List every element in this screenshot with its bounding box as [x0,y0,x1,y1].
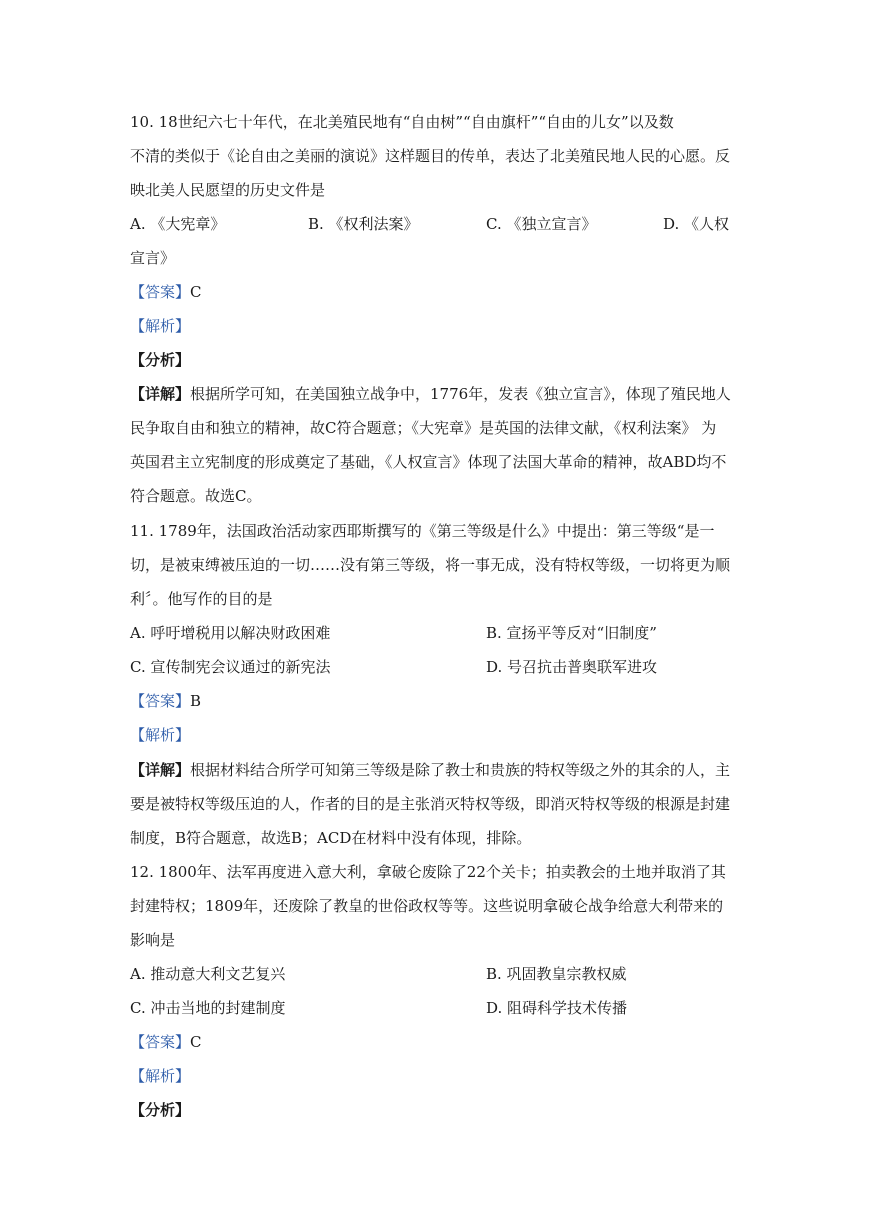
q11-detail-line-3: 制度，B符合题意，故选B；ACD在材料中没有体现，排除。 [130,829,532,847]
q11-option-d: D. 号召抗击普奥联军进攻 [486,658,658,676]
q10-answer [130,275,740,309]
q10-analysis-label: 【解析】 [130,317,191,335]
q10-stem-line-3: 映北美人民愿望的历史文件是 [130,181,326,199]
q11-stem-line-3: 利〞。他写作的目的是 [130,590,273,608]
q11-answer [130,684,740,718]
answer-label: 【答案】 [130,692,191,710]
q10-option-d: D. 《人权 [663,215,730,233]
q11-options-row-2 [130,650,740,684]
q11-detail-line-2: 要是被特权等级压迫的人，作者的目的是主张消灭特权等级，即消灭特权等级的根源是封建 [130,795,731,813]
answer-label: 【答案】 [130,283,191,301]
q12-stem-line-3: 影响是 [130,931,176,949]
q10-stem-line-1: 10. 18世纪六七十年代，在北美殖民地有“自由树”“自由旗杆”“自由的儿女”以及数 [130,113,674,131]
q11-stem-line-2: 切，是被束缚被压迫的一切……没有第三等级，将一事无成，没有特权等级，一切将更为顺 [130,556,731,574]
q10-options-row [130,207,740,241]
q12-stem-line-1: 12. 1800年、法军再度进入意大利，拿破仑废除了22个关卡；拍卖教会的土地并取消了其 [130,863,726,881]
answer-value: B [190,692,202,710]
q10-detail-line-1 [130,377,740,411]
q12-options-row-1 [130,957,740,991]
q10-fenxi-label: 【分析】 [130,351,191,369]
answer-label: 【答案】 [130,1033,191,1051]
q10-option-d-continued: 宣言》 [130,249,176,267]
detail-text: 根据材料结合所学可知第三等级是除了教士和贵族的特权等级之外的其余的人，主 [190,761,731,779]
detail-text: 根据所学可知，在美国独立战争中，1776年，发表《独立宣言》，体现了殖民地人 [190,385,731,403]
q11-stem-line-1: 11. 1789年，法国政治活动家西耶斯撰写的《第三等级是什么》中提出：第三等级“是一 [130,522,715,540]
q10-option-a: A. 《大宪章》 [130,215,226,233]
q11-options-row-1 [130,616,740,650]
q10-detail-line-4: 符合题意。故选C。 [130,487,262,505]
q10-detail-line-2: 民争取自由和独立的精神，故C符合题意；《大宪章》是英国的法律文献，《权利法案》 为 [130,419,717,437]
q10-option-c: C. 《独立宣言》 [486,215,597,233]
q11-option-b: B. 宣扬平等反对“旧制度” [486,624,657,642]
q11-detail-line-1 [130,753,740,787]
q10-option-b: B. 《权利法案》 [308,215,419,233]
q12-fenxi-label: 【分析】 [130,1101,191,1119]
q12-stem-line-2: 封建特权；1809年，还废除了教皇的世俗政权等等。这些说明拿破仑战争给意大利带来的 [130,897,724,915]
detail-label: 【详解】 [130,385,191,403]
q12-option-b: B. 巩固教皇宗教权威 [486,965,627,983]
q12-analysis-label: 【解析】 [130,1067,191,1085]
q11-analysis-label: 【解析】 [130,726,191,744]
answer-value: C [190,1033,202,1051]
answer-value: C [190,283,202,301]
q12-option-a: A. 推动意大利文艺复兴 [130,965,286,983]
q10-detail-line-3: 英国君主立宪制度的形成奠定了基础，《人权宣言》体现了法国大革命的精神，故ABD均不 [130,453,727,471]
q10-stem-line-2: 不清的类似于《论自由之美丽的演说》这样题目的传单，表达了北美殖民地人民的心愿。反 [130,147,731,165]
detail-label: 【详解】 [130,761,191,779]
q12-answer [130,1025,740,1059]
q12-option-c: C. 冲击当地的封建制度 [130,999,286,1017]
q11-option-c: C. 宣传制宪会议通过的新宪法 [130,658,331,676]
q12-option-d: D. 阻碍科学技术传播 [486,999,628,1017]
q11-option-a: A. 呼吁增税用以解决财政困难 [130,624,331,642]
q12-options-row-2 [130,991,740,1025]
